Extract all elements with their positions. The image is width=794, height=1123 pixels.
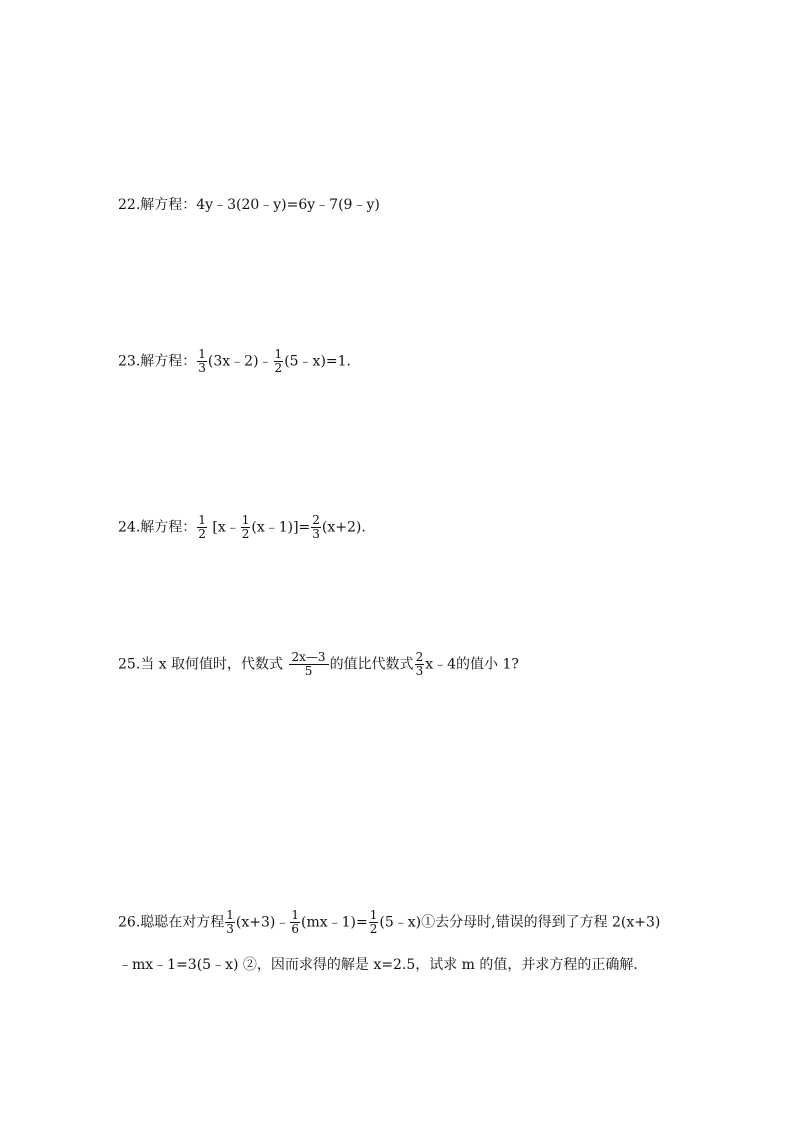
fraction-denominator: 2 xyxy=(274,361,283,376)
equation-part: [x﹣ xyxy=(207,519,240,536)
fraction-numerator: 1 xyxy=(226,908,234,922)
fraction xyxy=(290,909,300,936)
fraction xyxy=(289,651,329,678)
fraction-numerator: 1 xyxy=(291,908,300,922)
equation-part: (5﹣x)①去分母时,错误的得到了方程 2(x+3) xyxy=(379,914,661,931)
equation-part: 的值比代数式 xyxy=(329,656,414,673)
fraction xyxy=(225,909,235,936)
fraction-denominator: 2 xyxy=(241,527,250,542)
fraction xyxy=(197,348,207,375)
question-22-text: 22.解方程：4y﹣3(20﹣y)=6y﹣7(9﹣y) xyxy=(118,197,380,213)
question-25 xyxy=(118,651,519,678)
fraction-numerator: 2 xyxy=(415,650,424,664)
fraction xyxy=(274,348,284,375)
fraction xyxy=(311,514,321,541)
fraction-denominator: 3 xyxy=(312,527,320,542)
equation-part: (3x﹣2)﹣ xyxy=(207,353,273,370)
equation-part: (5﹣x)=1. xyxy=(284,353,352,370)
equation-part: (x+3)﹣ xyxy=(235,914,290,931)
fraction-numerator: 1 xyxy=(198,347,206,361)
fraction-denominator: 6 xyxy=(291,922,300,937)
equation-part: x﹣4的值小 1? xyxy=(425,656,519,673)
question-26 xyxy=(118,909,660,936)
fraction-numerator: 1 xyxy=(241,513,250,527)
question-23-prefix: 23.解方程： xyxy=(118,353,197,370)
question-22 xyxy=(118,198,380,212)
question-26-continuation: ﹣mx﹣1=3(5﹣x) ②，因而求得的解是 x=2.5，试求 m 的值，并求方程的正确解. xyxy=(118,957,638,973)
fraction-denominator: 3 xyxy=(226,922,234,937)
equation-part: (mx﹣1)= xyxy=(301,914,368,931)
question-26-line-2 xyxy=(118,958,638,972)
equation-part: (x+2). xyxy=(321,519,366,536)
fraction xyxy=(197,514,207,541)
fraction-denominator: 5 xyxy=(289,664,329,678)
fraction-numerator: 2 xyxy=(312,513,320,527)
fraction-denominator: 2 xyxy=(198,527,206,542)
question-25-prefix: 25.当 x 取何值时，代数式 xyxy=(118,656,288,673)
fraction-numerator: 2x—3 xyxy=(291,650,326,664)
fraction-numerator: 1 xyxy=(369,908,378,922)
fraction xyxy=(415,651,425,678)
fraction-denominator: 2 xyxy=(369,922,378,937)
question-23 xyxy=(118,348,351,375)
fraction-numerator: 1 xyxy=(198,513,206,527)
fraction xyxy=(369,909,379,936)
question-24-prefix: 24.解方程： xyxy=(118,519,197,536)
fraction-denominator: 3 xyxy=(198,361,206,376)
question-24 xyxy=(118,514,366,541)
fraction-denominator: 3 xyxy=(415,664,424,679)
fraction-numerator: 1 xyxy=(274,347,283,361)
fraction xyxy=(241,514,251,541)
equation-part: (x﹣1)]= xyxy=(251,519,311,536)
question-26-prefix: 26.聪聪在对方程 xyxy=(118,914,225,931)
